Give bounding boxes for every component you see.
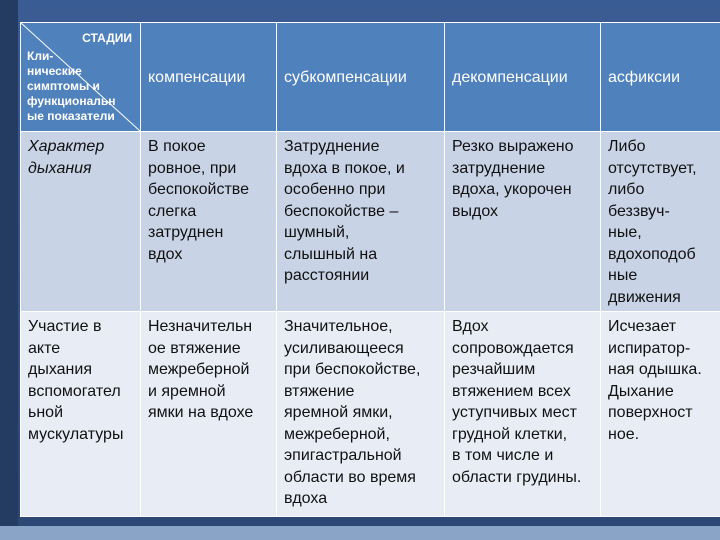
table-cell: В покое ровное, при беспокойстве слегка затруднен вдох bbox=[141, 132, 277, 312]
stages-table bbox=[20, 22, 720, 517]
stage-decompensation-header: декомпенсации bbox=[445, 23, 601, 132]
row-label-accessory-muscles: Участие в акте дыхания вспомогател ьной мускулатуры bbox=[21, 312, 141, 517]
slide-bottom-bar bbox=[0, 526, 720, 540]
stage-compensation-header: компенсации bbox=[141, 23, 277, 132]
table-cell: Незначительн ое втяжение межреберной и яремной ямки на вдохе bbox=[141, 312, 277, 517]
table-cell: Либо отсутствует, либо беззвуч- ные, вдохоподоб ные движения bbox=[601, 132, 720, 312]
stage-subcompensation-header: субкомпенсации bbox=[277, 23, 445, 132]
table-cell: Резко выражено затруднение вдоха, укорочен выдох bbox=[445, 132, 601, 312]
table-cell: Вдох сопровождается резчайшим втяжением всех уступчивых мест грудной клетки, в том числе и области грудины. bbox=[445, 312, 601, 517]
table-row-accessory-muscles bbox=[21, 312, 720, 517]
row-label-breathing-character: Характер дыхания bbox=[21, 132, 141, 312]
slide-left-shade bbox=[0, 0, 18, 540]
clinical-indicators-label: Кли- нические симптомы и функциональн ые показатели bbox=[27, 49, 116, 123]
table-cell: Затруднение вдоха в покое, и особенно при беспокойстве – шумный, слышный на расстоянии bbox=[277, 132, 445, 312]
corner-cell bbox=[21, 23, 141, 132]
stage-asphyxia-header: асфиксии bbox=[601, 23, 720, 132]
table-cell: Исчезает испиратор- ная одышка. Дыхание поверхност ное. bbox=[601, 312, 720, 517]
stages-label: СТАДИИ bbox=[82, 31, 132, 45]
table-row-breathing-character bbox=[21, 132, 720, 312]
table-cell: Значительное, усиливающееся при беспокойстве, втяжение яремной ямки, межреберной, эпигастральной области во время вдоха bbox=[277, 312, 445, 517]
table-header-row bbox=[21, 23, 720, 132]
